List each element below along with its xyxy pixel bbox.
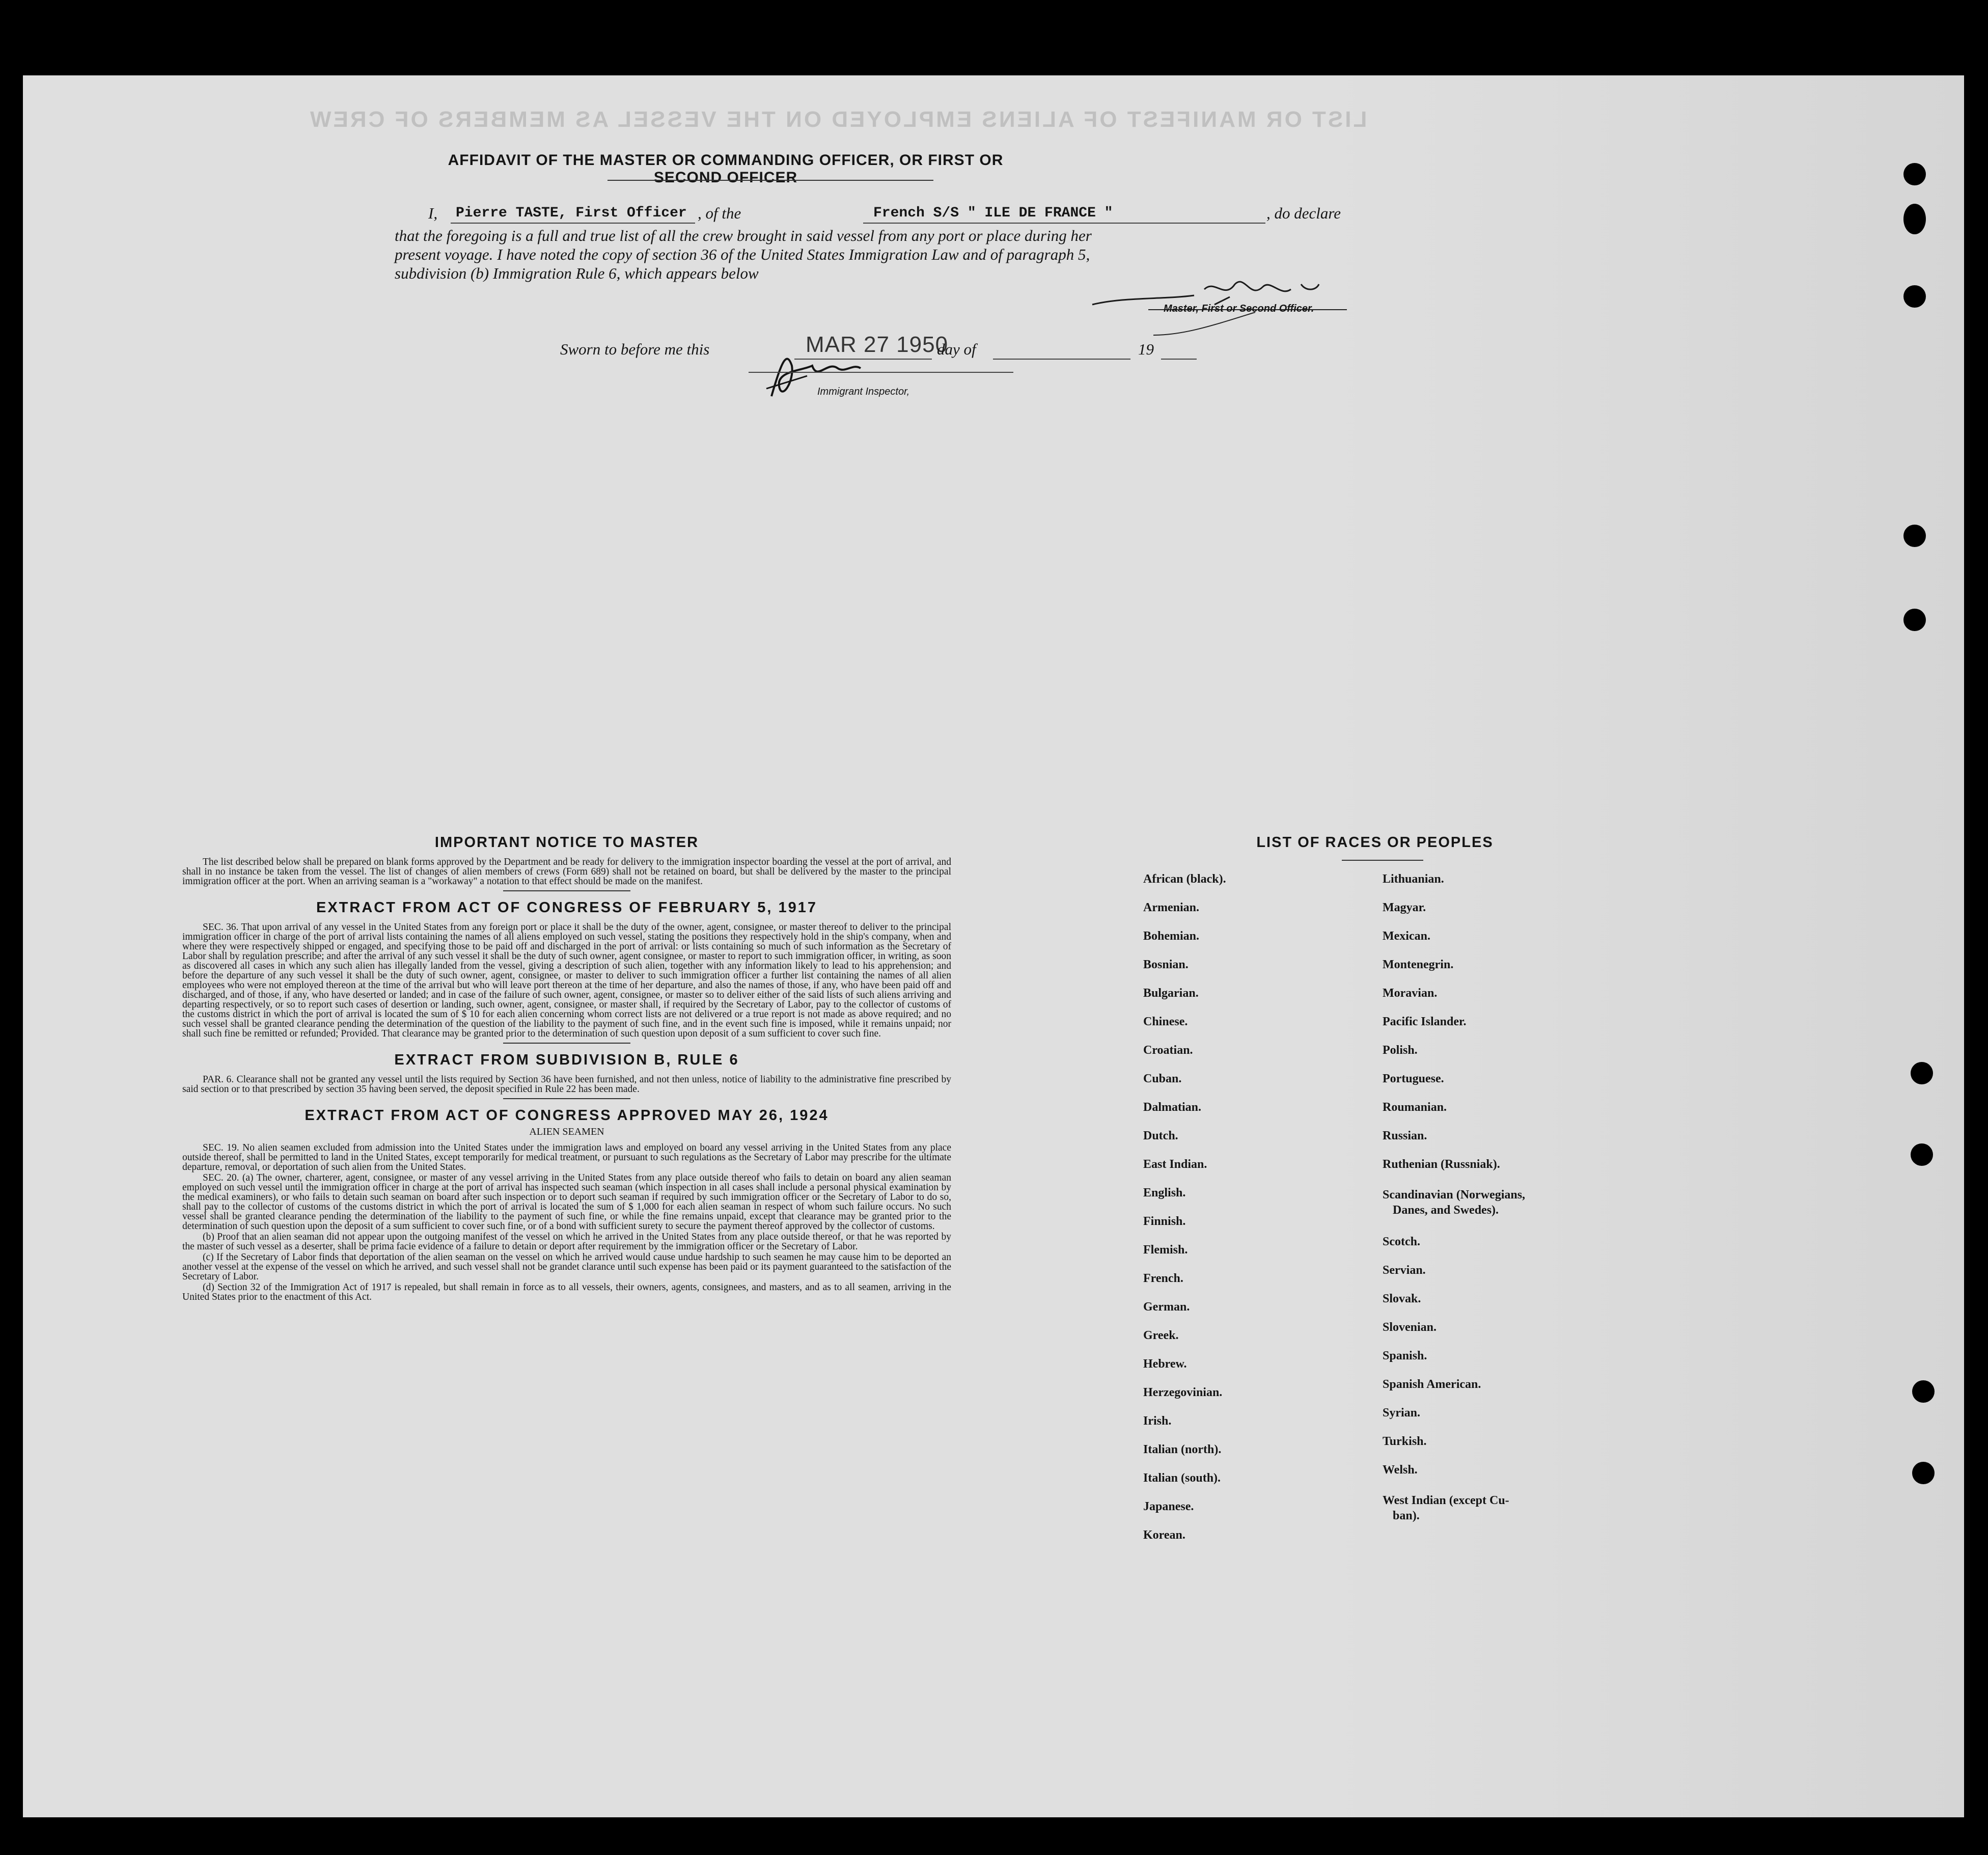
binder-hole-icon	[1903, 525, 1926, 547]
race-right: Turkish.	[1383, 1435, 1427, 1448]
sec20d-text: (d) Section 32 of the Immigration Act of 1917 is repealed, but shall remain in force as to all vessels, their owners, agents, consignees, and masters, and as to all seamen, arriving in the United States prior to the enactment of this Act.	[182, 1282, 951, 1302]
race-right: Danes, and Swedes).	[1393, 1204, 1499, 1217]
race-right: Spanish American.	[1383, 1378, 1481, 1391]
race-right: Syrian.	[1383, 1406, 1421, 1420]
notice-text: The list described below shall be prepared on blank forms approved by the Department and be ready for delivery to the immigration inspector boarding the vessel at the port of arrival, and shall in no instance be taken from the vessel. The list of changes of alien members of crews (Form 689) shall not be retained on board, but shall be delivered by the master to the principal immigration officer at the port. When an arriving seaman is a "workaway" a notation to that effect should be made on the manifest.	[182, 857, 951, 887]
race-left: African (black).	[1143, 872, 1226, 886]
race-right: Polish.	[1383, 1044, 1418, 1057]
sec20b-text: (b) Proof that an alien seaman did not appear upon the outgoing manifest of the vessel on which he arrived in the United States from any place outside thereof, or that he was reported by the master of such vessel as a deserter, shall be prima facie evidence of a failure to detain or deport after requirement by the immigration officer or the Secretary of Labor.	[182, 1232, 951, 1252]
officer-name-field: Pierre TASTE, First Officer	[456, 205, 687, 221]
affidavit-line3: present voyage. I have noted the copy of section 36 of the United States Immigration Law and of paragraph 5,	[395, 245, 1090, 263]
sworn-line: Sworn to before me this MAR 27 1950 day of 19	[537, 335, 1250, 381]
race-right: Pacific Islander.	[1383, 1015, 1467, 1028]
binder-hole-icon	[1912, 1462, 1935, 1484]
vessel-name-field: French S/S " ILE DE FRANCE "	[873, 205, 1113, 221]
races-list	[1143, 872, 1602, 1647]
binder-hole-icon	[1911, 1062, 1933, 1084]
race-left: Greek.	[1143, 1329, 1179, 1342]
races-title: LIST OF RACES OR PEOPLES	[1256, 834, 1494, 851]
race-right: Servian.	[1383, 1264, 1426, 1277]
master-signature-caption: Master, First or Second Officer.	[1164, 303, 1314, 314]
extract1-title: EXTRACT FROM ACT OF CONGRESS OF FEBRUARY 5, 1917	[316, 899, 818, 916]
race-left: Italian (north).	[1143, 1443, 1222, 1456]
notice-section	[182, 834, 951, 1306]
race-right: Scotch.	[1383, 1235, 1420, 1248]
race-right: Scandinavian (Norwegians,	[1383, 1188, 1526, 1202]
race-right: Russian.	[1383, 1129, 1427, 1142]
race-left: Bohemian.	[1143, 930, 1200, 943]
race-left: Bulgarian.	[1143, 987, 1199, 1000]
inspector-caption: Immigrant Inspector,	[817, 386, 910, 397]
extract2-title: EXTRACT FROM SUBDIVISION B, RULE 6	[394, 1052, 739, 1068]
race-left: Cuban.	[1143, 1072, 1182, 1085]
race-left: Croatian.	[1143, 1044, 1193, 1057]
race-left: Herzegovinian.	[1143, 1386, 1223, 1399]
race-left: Flemish.	[1143, 1243, 1188, 1257]
race-right: Slovak.	[1383, 1292, 1421, 1305]
affidavit-line2: that the foregoing is a full and true list of all the crew brought in said vessel from any port or place during her	[395, 227, 1092, 244]
race-right: West Indian (except Cu-	[1383, 1494, 1509, 1507]
race-left: Irish.	[1143, 1414, 1172, 1428]
race-right: Mexican.	[1383, 930, 1430, 943]
race-left: Korean.	[1143, 1529, 1185, 1542]
binder-hole-icon	[1911, 1143, 1933, 1166]
binder-hole-icon	[1903, 204, 1926, 234]
extract2-text: PAR. 6. Clearance shall not be granted any vessel until the lists required by Section 36 have been furnished, and not then unless, notice of liability to the administrative fine prescribed by said section or to that prescribed by section 35 having been served, the deposit specified in Rule 22 has been made.	[182, 1074, 951, 1095]
race-left: Dalmatian.	[1143, 1101, 1201, 1114]
race-right: Montenegrin.	[1383, 958, 1454, 971]
sec20a-text: SEC. 20. (a) The owner, charterer, agent, consignee, or master of any vessel arriving in the United States from any place outside thereof who fails to detain on board any alien seaman employed on such vessel until the immigration officer in charge at the port of arrival has inspected such seaman (which inspection in all cases shall include a personal physical examination by the medical examiners), or who fails to detain such seaman on board after such inspection or to deport such seaman if required by such immigration officer or the Secretary of Labor to do so, shall pay to the collector of customs of the customs district in which the port of arrival is located the sum of $ 1,000 for each alien seaman in respect of whom such failure occurs. No such vessel shall be granted clearance pending the determination of the liability to the payment of such fine, or while the fine remains unpaid, except that clearance may be granted prior to the determination of such question upon the deposit of a sum sufficient to cover such fine, or of a bond with sufficient surety to secure the payment thereof approved by the collector of customs.	[182, 1172, 951, 1232]
date-stamp: MAR 27 1950	[806, 332, 949, 357]
race-right: Spanish.	[1383, 1349, 1427, 1362]
race-right: Lithuanian.	[1383, 872, 1444, 886]
document-page	[23, 75, 1964, 1817]
affidavit-title: AFFIDAVIT OF THE MASTER OR COMMANDING OFFICER, OR FIRST OR SECOND OFFICER	[448, 152, 1004, 186]
race-left: Japanese.	[1143, 1500, 1194, 1513]
race-left: Bosnian.	[1143, 958, 1189, 971]
race-left: Finnish.	[1143, 1215, 1186, 1228]
race-right: Slovenian.	[1383, 1321, 1437, 1334]
sec19-text: SEC. 19. No alien seamen excluded from admission into the United States under the immigration laws and employed on board any vessel arriving in the United States from any place outside thereof, shall be permitted to land in the United States, except temporarily for medical treatment, or pursuant to such regulations as the Secretary of Labor may prescribe for the ultimate departure, removal, or deportation of such alien from the United States.	[182, 1142, 951, 1172]
bleed-through-header: LIST OR MANIFEST OF ALIENS EMPLOYED ON THE VESSEL AS MEMBERS OF CREW	[308, 107, 1367, 132]
race-left: Armenian.	[1143, 901, 1199, 914]
bleed-through-rows	[1663, 401, 1917, 1624]
affidavit-line1: I, Pierre TASTE, First Officer , of the French S/S " ILE DE FRANCE " , do declare	[395, 204, 1372, 225]
race-right: Welsh.	[1383, 1463, 1418, 1477]
race-left: Italian (south).	[1143, 1471, 1221, 1485]
inspector-signature	[751, 340, 883, 412]
race-left: English.	[1143, 1186, 1186, 1199]
race-left: Hebrew.	[1143, 1357, 1187, 1371]
race-right: Moravian.	[1383, 987, 1438, 1000]
race-right: ban).	[1393, 1509, 1420, 1522]
binder-hole-icon	[1903, 609, 1926, 631]
sec20c-text: (c) If the Secretary of Labor finds that deportation of the alien seaman on the vessel on which he arrived would cause undue hardship to such seamen he may cause him to be deported an another vessel at the expense of the vessel on which he arrived, and such vessel shall not be grandet clarance until such expense has been paid or its payment guaranteed to the satisfaction of the Secretary of Labor.	[182, 1252, 951, 1282]
race-left: East Indian.	[1143, 1158, 1207, 1171]
race-left: German.	[1143, 1300, 1190, 1314]
race-right: Portuguese.	[1383, 1072, 1444, 1085]
notice-title: IMPORTANT NOTICE TO MASTER	[434, 834, 699, 851]
binder-hole-icon	[1903, 163, 1926, 185]
race-right: Ruthenian (Russniak).	[1383, 1158, 1500, 1171]
extract3-subtitle: ALIEN SEAMEN	[529, 1126, 604, 1137]
binder-hole-icon	[1912, 1380, 1935, 1403]
race-left: Dutch.	[1143, 1129, 1178, 1142]
extract1-text: SEC. 36. That upon arrival of any vessel in the United States from any foreign port or place it shall be the duty of the owner, agent, consignee, or master thereof to deliver to the principal immigration officer in charge of the port of arrival lists containing the names of all aliens employed on such vessel, stating the positions they respectively hold in the ship's company, when and where they were respectively shipped or engaged, and specifying those to be paid off and discharged in the port of arrival: or lists containing so much of such information as the Secretary of Labor shall by regulation prescribe; and after the arrival of any such vessel it shall be the duty of such owner, agent consignee, or master to report to such immigration officer, in writing, as soon as discovered all cases in which any such alien has illegally landed from the vessel, giving a description of such alien, together with any information likely to lead to his apprehension; and before the departure of any such vessel it shall be the duty of such owner, agent, consignee, or master to deliver to such immigration officer a further list containing the names of all alien employees who were not employed thereon at the time of the arrival but who will leave port thereon at the time of her departure, and also the names of those, if any, who have been paid off and discharged, and of those, if any, who have deserted or landed; and in case of the failure of such owner, agent, consignee, or master so to deliver either of the said lists of such aliens arriving and departing respectively, or so to report such cases of desertion or landing, such owner, agent, consignee, or master shall, if required by the Secretary of Labor, pay to the collector of customs of the customs district in which the port of arrival is located the sum of $ 10 for each alien concerning whom correct lists are not delivered or a true report is not made as above required; and no such vessel shall be granted clearance pending the determination of the question of the liability to the payment of such fine, and in the event such fine is imposed, while it remains unpaid; nor shall such fine be remitted or refunded; Provided. That clearance may be granted prior to the determination of such question upon deposit of a sum sufficient to cover such fine.	[182, 922, 951, 1039]
race-left: Chinese.	[1143, 1015, 1188, 1028]
binder-hole-icon	[1903, 285, 1926, 308]
race-right: Magyar.	[1383, 901, 1426, 914]
race-left: French.	[1143, 1272, 1183, 1285]
affidavit-line4: subdivision (b) Immigration Rule 6, which appears below	[395, 264, 759, 282]
extract3-title: EXTRACT FROM ACT OF CONGRESS APPROVED MAY 26, 1924	[305, 1107, 829, 1124]
race-right: Roumanian.	[1383, 1101, 1447, 1114]
